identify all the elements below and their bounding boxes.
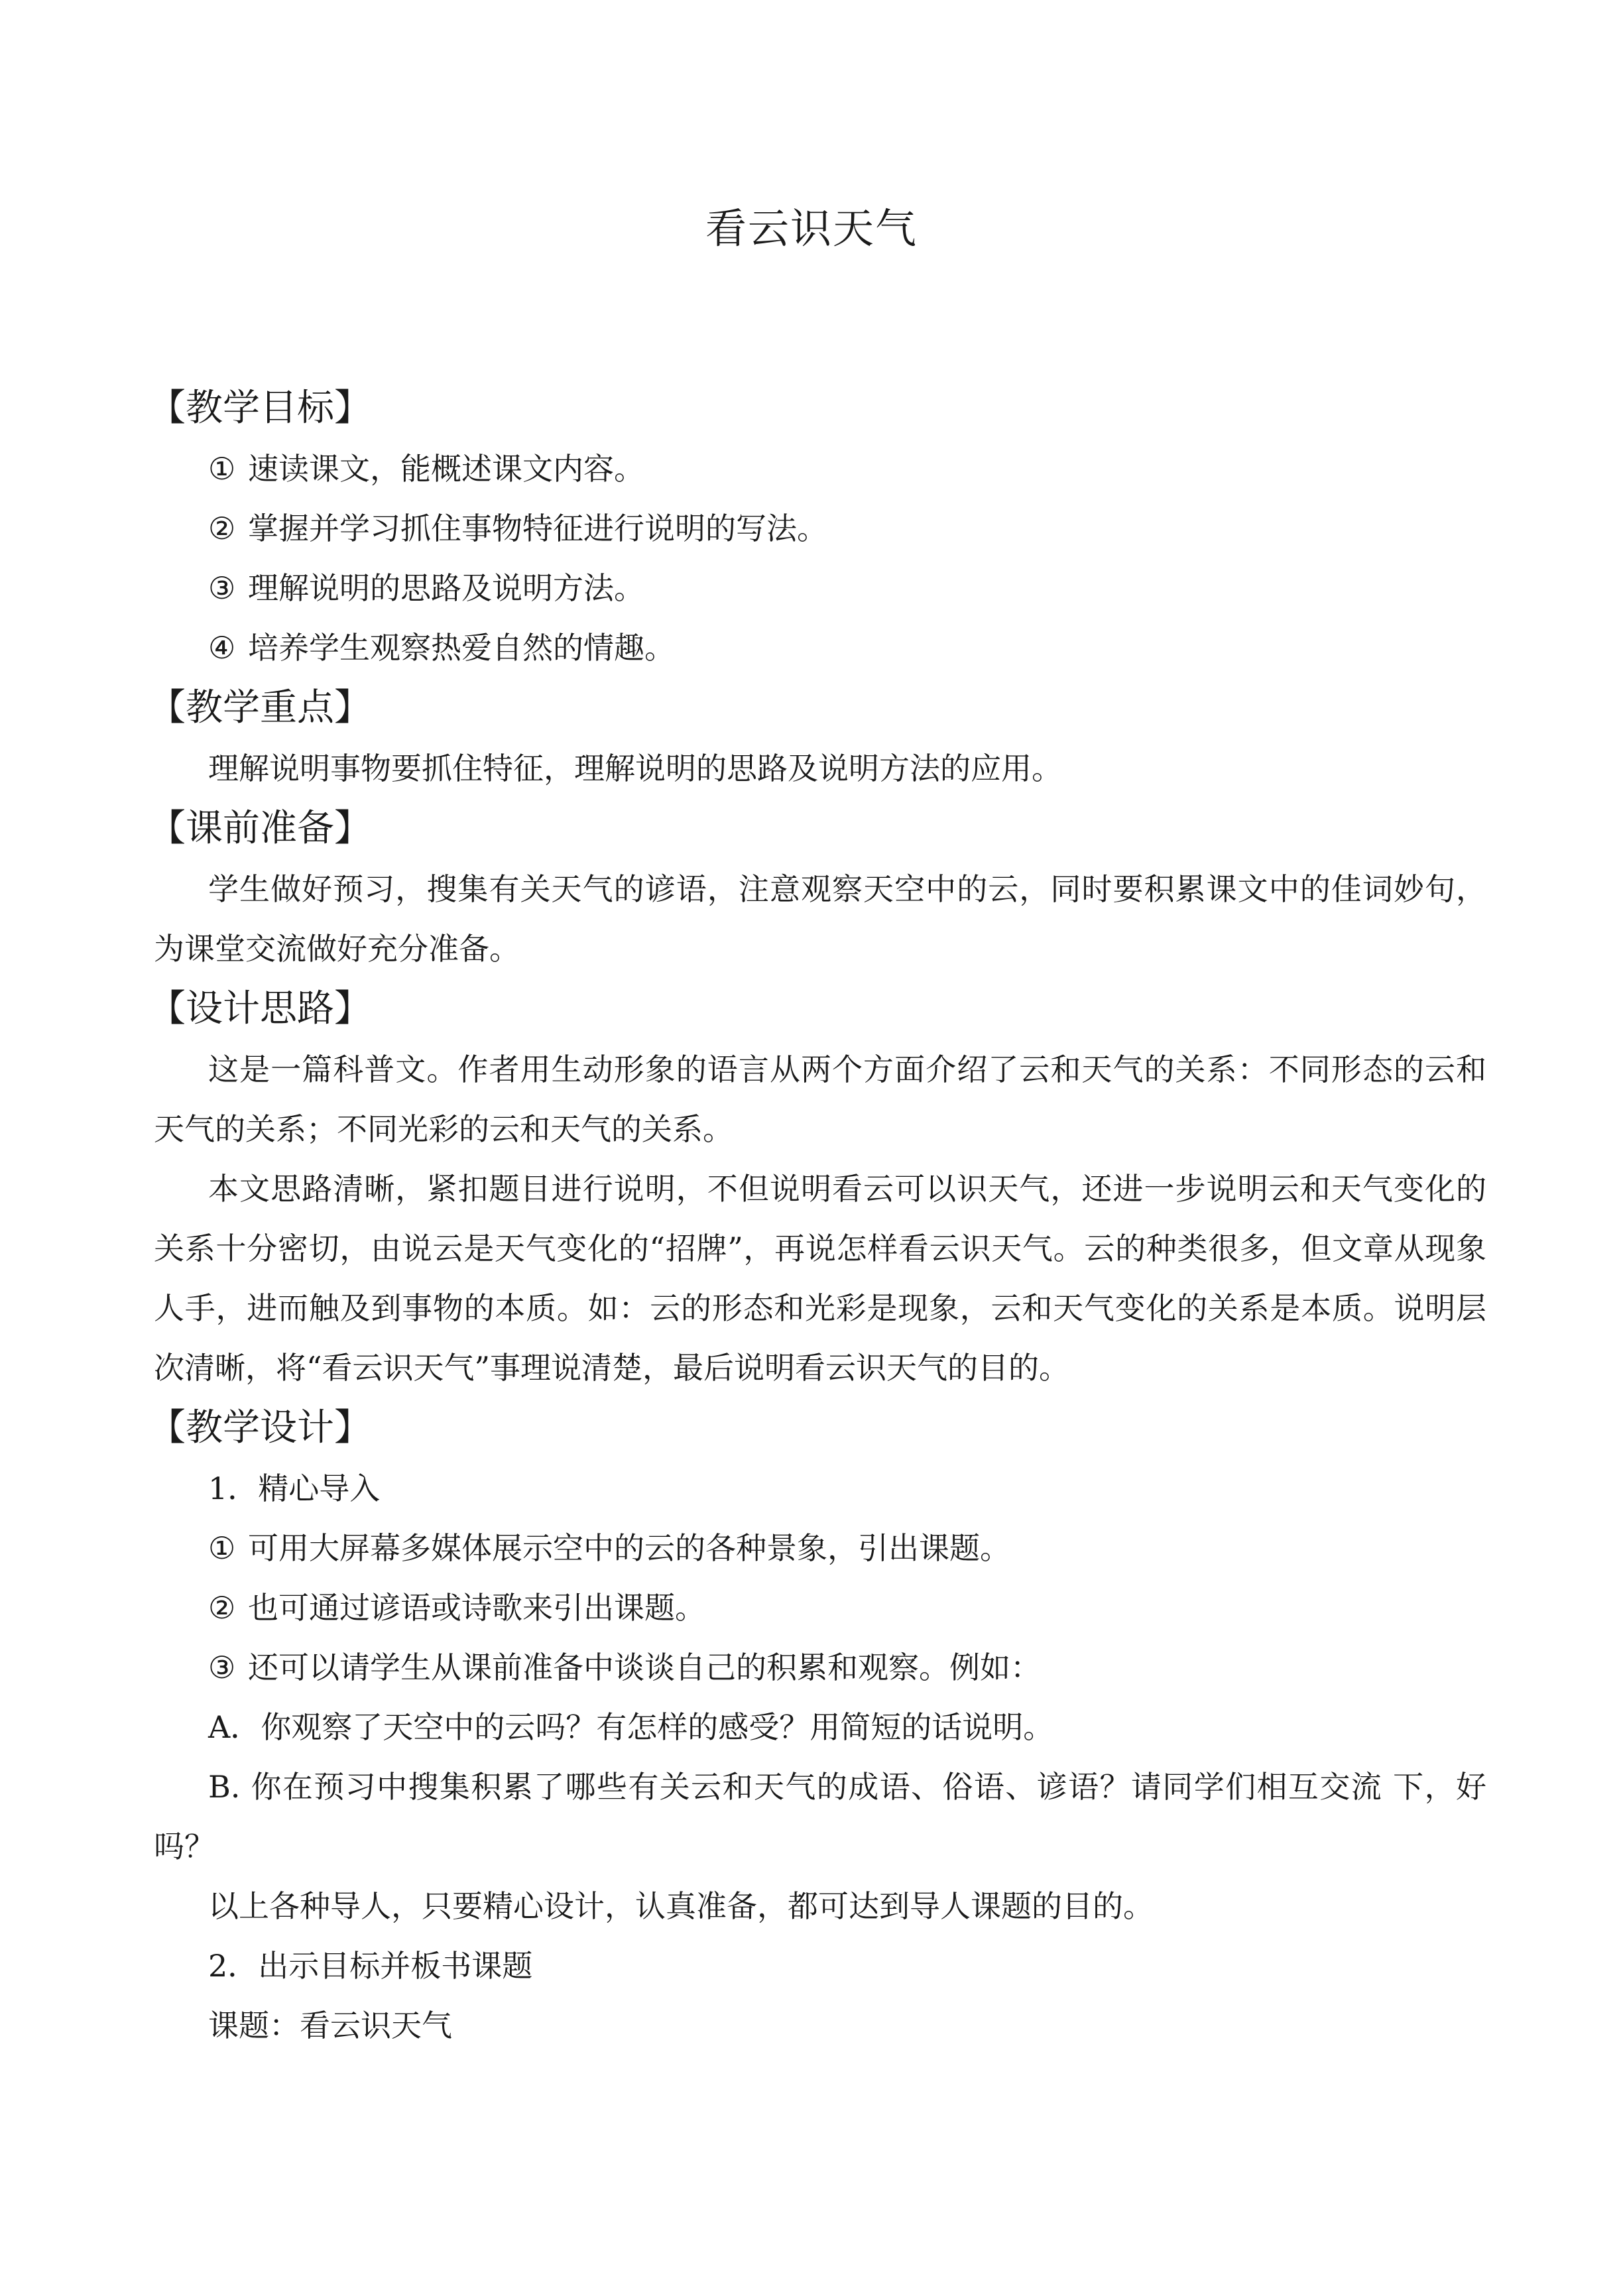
intro-item	[154, 1518, 1486, 1578]
item-text: 理解说明的思路及说明方法。	[248, 570, 644, 606]
item-text: 还可以请学生从课前准备中谈谈自己的积累和观察。例如：	[248, 1650, 1041, 1685]
item-marker: ①	[208, 451, 236, 487]
objective-item	[154, 618, 1486, 678]
key-points-text: 理解说明事物要抓住特征，理解说明的思路及说明方法的应用。	[208, 751, 1062, 786]
key-points-heading: 【教学重点】	[149, 686, 371, 729]
intro-item	[154, 1638, 1486, 1697]
item-marker: ②	[208, 1590, 236, 1626]
item-text: 速读课文，能概述课文内容。	[248, 451, 644, 487]
item-marker: ③	[208, 1650, 236, 1685]
intro-item	[154, 1578, 1486, 1638]
item-text: 培养学生观察热爱自然的情趣。	[248, 630, 675, 666]
intro-summary: 以上各种导人，只要精心设计，认真准备，都可达到导人课题的目的。	[208, 1888, 1154, 1924]
design-idea-paragraph: 本文思路清晰，紧扣题目进行说明，不但说明看云可以识天气，还进一步说明云和天气变化的关系十分密切，由说云是天气变化的“招牌”，再说怎样看云识天气。云的种类很多，但文章从现象人手，进而触及到事物的本质。如：云的形态和光彩是现象，云和天气变化的关系是本质。说明层次清晰，将“看云识天气”事理说清楚，最后说明看云识天气的目的。	[154, 1171, 1486, 1386]
teaching-design-heading: 【教学设计】	[149, 1406, 371, 1449]
objective-item	[154, 439, 1486, 499]
item-marker: ②	[208, 511, 236, 546]
lesson-topic: 课题：看云识天气	[208, 2008, 452, 2043]
step-2-title: 2．出示目标并板书课题	[208, 1948, 533, 1984]
document-body	[149, 378, 1486, 2055]
step-1-title: 1．精心导入	[208, 1471, 381, 1506]
question-a: A．你观察了天空中的云吗？有怎样的感受？用简短的话说明。	[208, 1709, 1054, 1745]
design-idea-paragraph: 这是一篇科普文。作者用生动形象的语言从两个方面介绍了云和天气的关系：不同形态的云和天气的关系；不同光彩的云和天气的关系。	[154, 1052, 1486, 1147]
item-text: 可用大屏幕多媒体展示空中的云的各种景象，引出课题。	[248, 1530, 1010, 1566]
item-text: 也可通过谚语或诗歌来引出课题。	[248, 1590, 705, 1626]
objectives-heading: 【教学目标】	[149, 387, 371, 430]
item-text: 掌握并学习抓住事物特征进行说明的写法。	[248, 511, 827, 546]
item-marker: ④	[208, 630, 236, 666]
question-b: B. 你在预习中搜集积累了哪些有关云和天气的成语、俗语、谚语？请同学们相互交流 下，好吗？	[154, 1769, 1486, 1864]
preparation-heading: 【课前准备】	[149, 807, 371, 850]
document-title: 看云识天气	[705, 204, 918, 253]
item-marker: ③	[208, 570, 236, 606]
objective-item	[154, 499, 1486, 558]
objective-item	[154, 558, 1486, 618]
design-idea-heading: 【设计思路】	[149, 987, 371, 1030]
preparation-text: 学生做好预习，搜集有关天气的谚语，注意观察天空中的云，同时要积累课文中的佳词妙句，为课堂交流做好充分准备。	[154, 871, 1486, 967]
item-marker: ①	[208, 1530, 236, 1566]
